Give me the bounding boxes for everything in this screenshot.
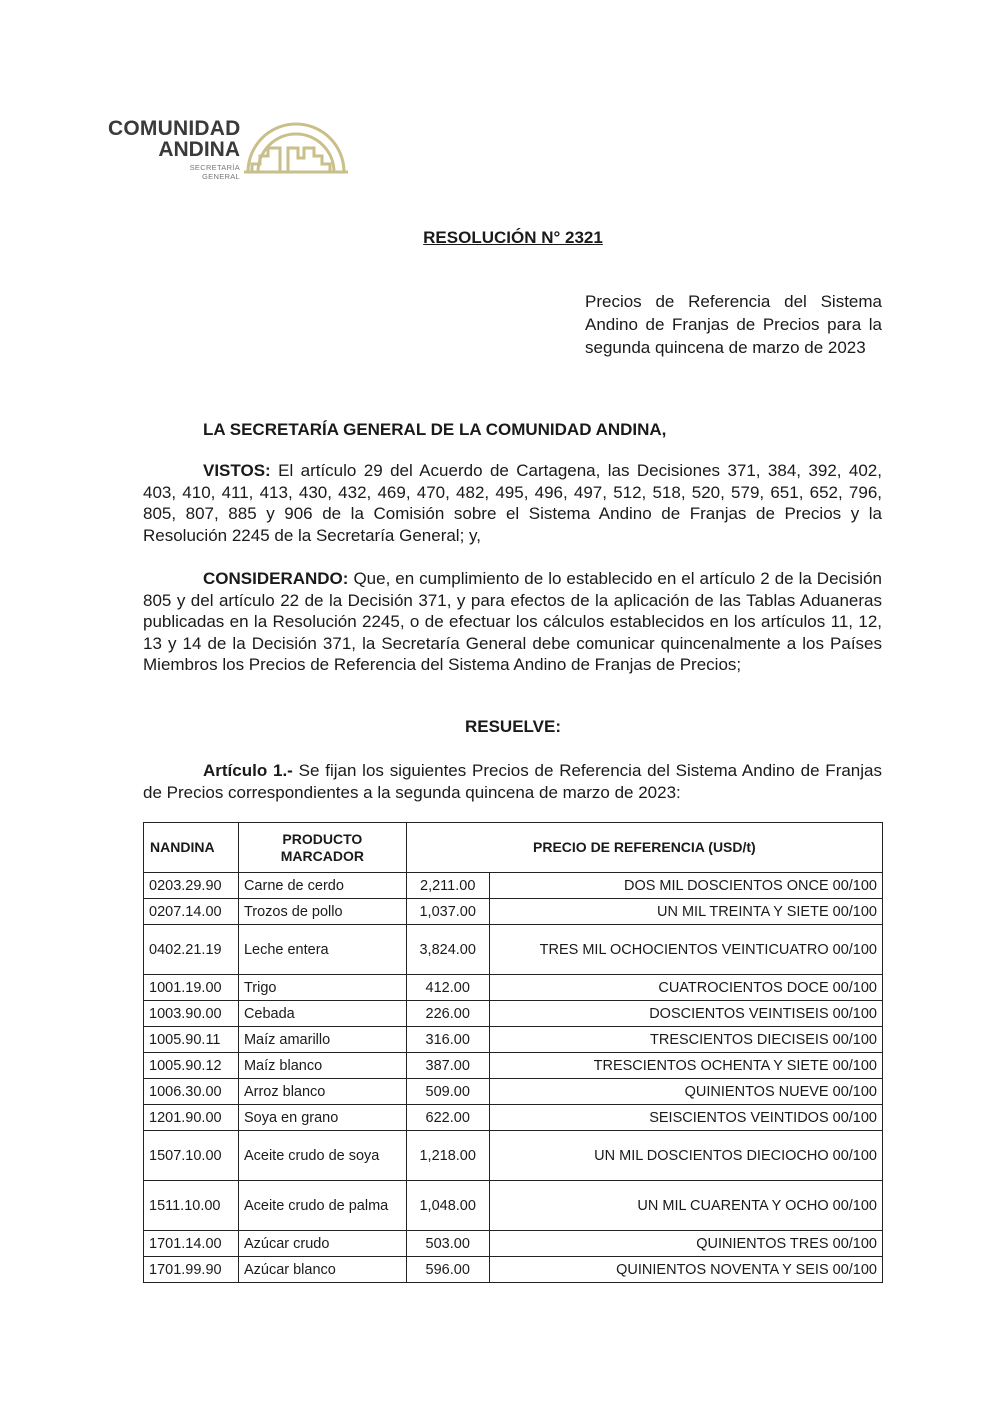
price-words-cell: SEISCIENTOS VEINTIDOS 00/100 (489, 1105, 882, 1131)
price-words-cell: QUINIENTOS TRES 00/100 (489, 1231, 882, 1257)
nandina-code-cell: 1005.90.11 (144, 1027, 239, 1053)
price-words-cell: TRESCIENTOS DIECISEIS 00/100 (489, 1027, 882, 1053)
header-precio-referencia: PRECIO DE REFERENCIA (USD/t) (406, 823, 882, 873)
nandina-code-cell: 1701.14.00 (144, 1231, 239, 1257)
vistos-label: VISTOS: (203, 461, 271, 480)
resolution-summary: Precios de Referencia del Sistema Andino de Franjas de Precios para la segunda quincena de marzo de 2023 (585, 292, 882, 357)
table-row (144, 1181, 883, 1231)
nandina-code-cell: 0203.29.90 (144, 873, 239, 899)
table-row (144, 873, 883, 899)
price-value-cell: 596.00 (406, 1257, 489, 1283)
table-row (144, 899, 883, 925)
nandina-code-cell: 0402.21.19 (144, 925, 239, 975)
nandina-code-cell: 1201.90.00 (144, 1105, 239, 1131)
articulo-1-label: Artículo 1.- (203, 761, 293, 780)
table-row (144, 1231, 883, 1257)
table-header-row (144, 823, 883, 873)
product-name-cell: Azúcar blanco (238, 1257, 406, 1283)
table-body (144, 873, 883, 1283)
price-words-cell: QUINIENTOS NOVENTA Y SEIS 00/100 (489, 1257, 882, 1283)
price-value-cell: 509.00 (406, 1079, 489, 1105)
price-value-cell: 503.00 (406, 1231, 489, 1257)
price-words-cell: DOS MIL DOSCIENTOS ONCE 00/100 (489, 873, 882, 899)
product-name-cell: Carne de cerdo (238, 873, 406, 899)
considerando-label: CONSIDERANDO: (203, 569, 349, 588)
product-name-cell: Trigo (238, 975, 406, 1001)
price-value-cell: 316.00 (406, 1027, 489, 1053)
price-words-cell: UN MIL DOSCIENTOS DIECIOCHO 00/100 (489, 1131, 882, 1181)
nandina-code-cell: 1511.10.00 (144, 1181, 239, 1231)
table-row (144, 975, 883, 1001)
table-row (144, 925, 883, 975)
product-name-cell: Soya en grano (238, 1105, 406, 1131)
articulo-1-text: Se fijan los siguientes Precios de Referencia del Sistema Andino de Franjas de Precios correspondientes a la segunda quincena de marzo de 2023: (143, 761, 882, 802)
price-words-cell: QUINIENTOS NUEVE 00/100 (489, 1079, 882, 1105)
resuelve-heading: RESUELVE: (464, 717, 562, 736)
nandina-code-cell: 1005.90.12 (144, 1053, 239, 1079)
articulo-1-paragraph (143, 760, 882, 803)
table-row (144, 1053, 883, 1079)
reference-price-table (143, 822, 883, 1283)
price-value-cell: 1,218.00 (406, 1131, 489, 1181)
price-value-cell: 1,048.00 (406, 1181, 489, 1231)
table-row (144, 1105, 883, 1131)
product-name-cell: Trozos de pollo (238, 899, 406, 925)
logo-line-2: ANDINA (158, 138, 240, 161)
product-name-cell: Arroz blanco (238, 1079, 406, 1105)
price-value-cell: 622.00 (406, 1105, 489, 1131)
product-name-cell: Cebada (238, 1001, 406, 1027)
header-nandina: NANDINA (144, 823, 239, 873)
comunidad-andina-logo (108, 117, 348, 181)
product-name-cell: Aceite crudo de soya (238, 1131, 406, 1181)
table-row (144, 1001, 883, 1027)
product-name-cell: Aceite crudo de palma (238, 1181, 406, 1231)
table-row (144, 1079, 883, 1105)
price-words-cell: DOSCIENTOS VEINTISEIS 00/100 (489, 1001, 882, 1027)
product-name-cell: Maíz amarillo (238, 1027, 406, 1053)
price-value-cell: 387.00 (406, 1053, 489, 1079)
nandina-code-cell: 1507.10.00 (144, 1131, 239, 1181)
table-row (144, 1027, 883, 1053)
product-name-cell: Maíz blanco (238, 1053, 406, 1079)
price-value-cell: 2,211.00 (406, 873, 489, 899)
andean-arch-logo-icon (242, 118, 352, 176)
nandina-code-cell: 1006.30.00 (144, 1079, 239, 1105)
considerando-paragraph (143, 568, 882, 676)
logo-line-1: COMUNIDAD (108, 117, 241, 140)
price-value-cell: 412.00 (406, 975, 489, 1001)
table-row (144, 1131, 883, 1181)
price-words-cell: UN MIL TREINTA Y SIETE 00/100 (489, 899, 882, 925)
secretariat-heading: LA SECRETARÍA GENERAL DE LA COMUNIDAD ANDINA, (203, 420, 667, 439)
nandina-code-cell: 0207.14.00 (144, 899, 239, 925)
product-name-cell: Leche entera (238, 925, 406, 975)
vistos-paragraph (143, 460, 882, 546)
price-value-cell: 3,824.00 (406, 925, 489, 975)
vistos-text: El artículo 29 del Acuerdo de Cartagena, las Decisiones 371, 384, 392, 402, 403, 410, 411, 413, 430, 432, 469, 470, 482, 495, 496, 497, 512, 518, 520, 579, 651, 652, 796, 805, 807, 885 y 906 de la Comisión sobre el Sistema Andino de Franjas de Precios y la Resolución 2245 de la Secretaría General; y, (143, 461, 882, 545)
table-row (144, 1257, 883, 1283)
considerando-text: Que, en cumplimiento de lo establecido en el artículo 2 de la Decisión 805 y del artículo 22 de la Decisión 371, y para efectos de la aplicación de las Tablas Aduaneras publicadas en la Resolución 2245, o de efectuar los cálculos establecidos en los artículos 11, 12, 13 y 14 de la Decisión 371, la Secretaría General debe comunicar quincenalmente a los Países Miembros los Precios de Referencia del Sistema Andino de Franjas de Precios; (143, 569, 882, 674)
price-value-cell: 226.00 (406, 1001, 489, 1027)
header-producto-marcador: PRODUCTO MARCADOR (238, 823, 406, 873)
price-words-cell: UN MIL CUARENTA Y OCHO 00/100 (489, 1181, 882, 1231)
price-words-cell: TRES MIL OCHOCIENTOS VEINTICUATRO 00/100 (489, 925, 882, 975)
product-name-cell: Azúcar crudo (238, 1231, 406, 1257)
nandina-code-cell: 1001.19.00 (144, 975, 239, 1001)
nandina-code-cell: 1003.90.00 (144, 1001, 239, 1027)
nandina-code-cell: 1701.99.90 (144, 1257, 239, 1283)
price-words-cell: CUATROCIENTOS DOCE 00/100 (489, 975, 882, 1001)
resolution-title: RESOLUCIÓN N° 2321 (423, 228, 603, 247)
price-value-cell: 1,037.00 (406, 899, 489, 925)
price-words-cell: TRESCIENTOS OCHENTA Y SIETE 00/100 (489, 1053, 882, 1079)
logo-line-3: SECRETARÍA GENERAL (189, 163, 240, 181)
